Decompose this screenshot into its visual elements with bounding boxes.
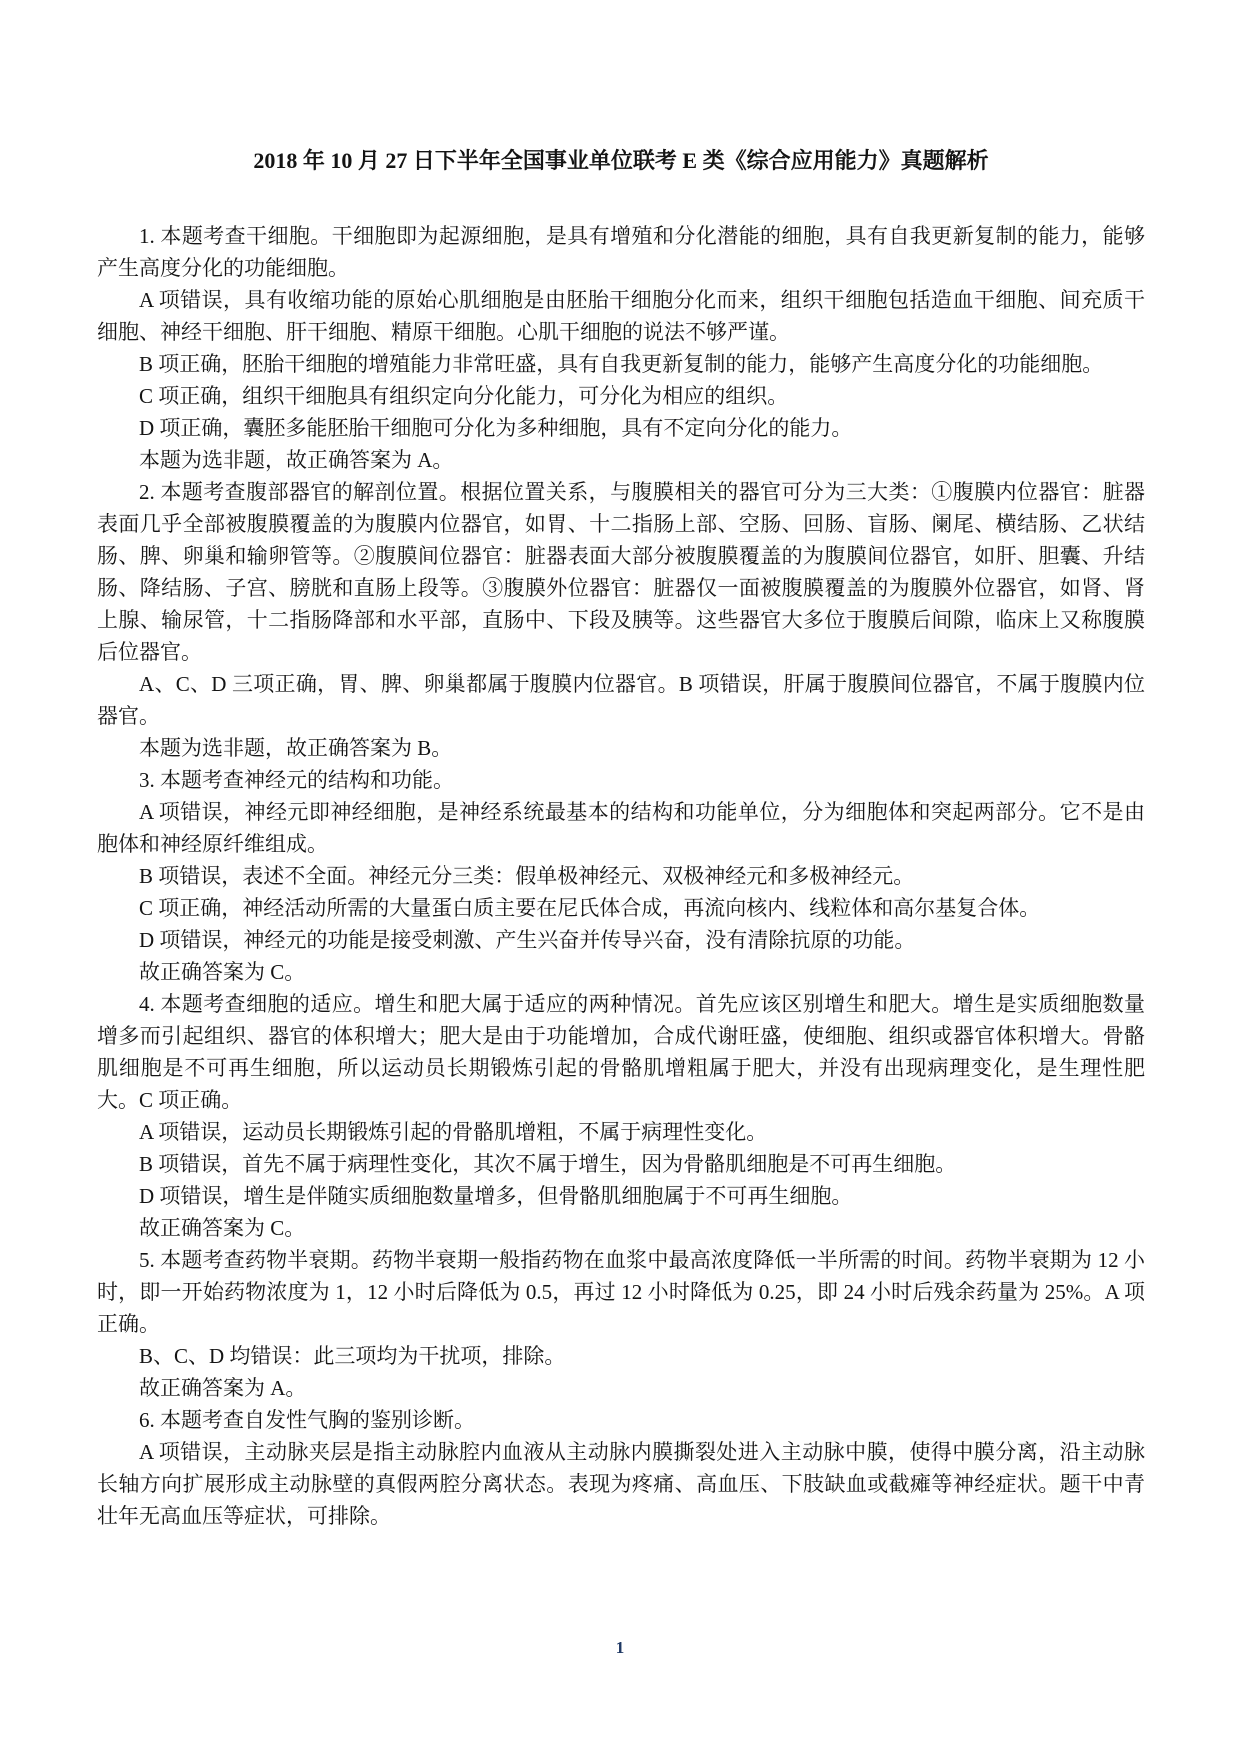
paragraph: B 项错误，首先不属于病理性变化，其次不属于增生，因为骨骼肌细胞是不可再生细胞。	[139, 1152, 957, 1176]
document-title: 2018 年 10 月 27 日下半年全国事业单位联考 E 类《综合应用能力》真题解析	[253, 148, 989, 173]
paragraph: 故正确答案为 C。	[139, 1216, 306, 1240]
paragraph: 3. 本题考查神经元的结构和功能。	[139, 768, 454, 792]
paragraph: A 项错误，运动员长期锻炼引起的骨骼肌增粗，不属于病理性变化。	[139, 1120, 768, 1144]
paragraph: 1. 本题考查干细胞。干细胞即为起源细胞，是具有增殖和分化潜能的细胞，具有自我更新复制的能力，能够产生高度分化的功能细胞。	[97, 224, 1145, 280]
paragraph: A 项错误，具有收缩功能的原始心肌细胞是由胚胎干细胞分化而来，组织干细胞包括造血干细胞、间充质干细胞、神经干细胞、肝干细胞、精原干细胞。心肌干细胞的说法不够严谨。	[97, 288, 1145, 344]
paragraph: 本题为选非题，故正确答案为 A。	[139, 448, 454, 472]
paragraph: A 项错误，主动脉夹层是指主动脉腔内血液从主动脉内膜撕裂处进入主动脉中膜，使得中膜分离，沿主动脉长轴方向扩展形成主动脉壁的真假两腔分离状态。表现为疼痛、高血压、下肢缺血或截瘫等神经症状。题干中青壮年无高血压等症状，可排除。	[97, 1440, 1145, 1528]
paragraph: 故正确答案为 A。	[139, 1376, 307, 1400]
paragraph: 4. 本题考查细胞的适应。增生和肥大属于适应的两种情况。首先应该区别增生和肥大。增生是实质细胞数量增多而引起组织、器官的体积增大；肥大是由于功能增加，合成代谢旺盛，使细胞、组织或器官体积增大。骨骼肌细胞是不可再生细胞，所以运动员长期锻炼引起的骨骼肌增粗属于肥大，并没有出现病理变化，是生理性肥大。C 项正确。	[97, 992, 1145, 1112]
paragraph: D 项错误，增生是伴随实质细胞数量增多，但骨骼肌细胞属于不可再生细胞。	[139, 1184, 853, 1208]
paragraph: C 项正确，神经活动所需的大量蛋白质主要在尼氏体合成，再流向核内、线粒体和高尔基复合体。	[139, 896, 1041, 920]
paragraph: 6. 本题考查自发性气胸的鉴别诊断。	[139, 1408, 475, 1432]
page-number: 1	[615, 1638, 625, 1657]
document-body	[97, 220, 1145, 1532]
paragraph: D 项错误，神经元的功能是接受刺激、产生兴奋并传导兴奋，没有清除抗原的功能。	[139, 928, 916, 952]
paragraph: 故正确答案为 C。	[139, 960, 306, 984]
page-footer	[0, 1638, 1240, 1658]
paragraph: B、C、D 均错误：此三项均为干扰项，排除。	[139, 1344, 566, 1368]
paragraph: 2. 本题考查腹部器官的解剖位置。根据位置关系，与腹膜相关的器官可分为三大类：①腹膜内位器官：脏器表面几乎全部被腹膜覆盖的为腹膜内位器官，如胃、十二指肠上部、空肠、回肠、盲肠、阑尾、横结肠、乙状结肠、脾、卵巢和输卵管等。②腹膜间位器官：脏器表面大部分被腹膜覆盖的为腹膜间位器官，如肝、胆囊、升结肠、降结肠、子宫、膀胱和直肠上段等。③腹膜外位器官：脏器仅一面被腹膜覆盖的为腹膜外位器官，如肾、肾上腺、输尿管，十二指肠降部和水平部，直肠中、下段及胰等。这些器官大多位于腹膜后间隙，临床上又称腹膜后位器官。	[97, 480, 1145, 664]
paragraph: A、C、D 三项正确，胃、脾、卵巢都属于腹膜内位器官。B 项错误，肝属于腹膜间位器官，不属于腹膜内位器官。	[97, 672, 1145, 728]
paragraph: B 项错误，表述不全面。神经元分三类：假单极神经元、双极神经元和多极神经元。	[139, 864, 915, 888]
paragraph: C 项正确，组织干细胞具有组织定向分化能力，可分化为相应的组织。	[139, 384, 789, 408]
paragraph: B 项正确，胚胎干细胞的增殖能力非常旺盛，具有自我更新复制的能力，能够产生高度分化的功能细胞。	[139, 352, 1104, 376]
paragraph: 5. 本题考查药物半衰期。药物半衰期一般指药物在血浆中最高浓度降低一半所需的时间。药物半衰期为 12 小时，即一开始药物浓度为 1，12 小时后降低为 0.5，再过 12 小时降低为 0.25，即 24 小时后残余药量为 25%。A 项正确。	[97, 1248, 1145, 1336]
paragraph: A 项错误，神经元即神经细胞，是神经系统最基本的结构和功能单位，分为细胞体和突起两部分。它不是由胞体和神经原纤维组成。	[97, 800, 1145, 856]
paragraph: 本题为选非题，故正确答案为 B。	[139, 736, 453, 760]
paragraph: D 项正确，囊胚多能胚胎干细胞可分化为多种细胞，具有不定向分化的能力。	[139, 416, 853, 440]
